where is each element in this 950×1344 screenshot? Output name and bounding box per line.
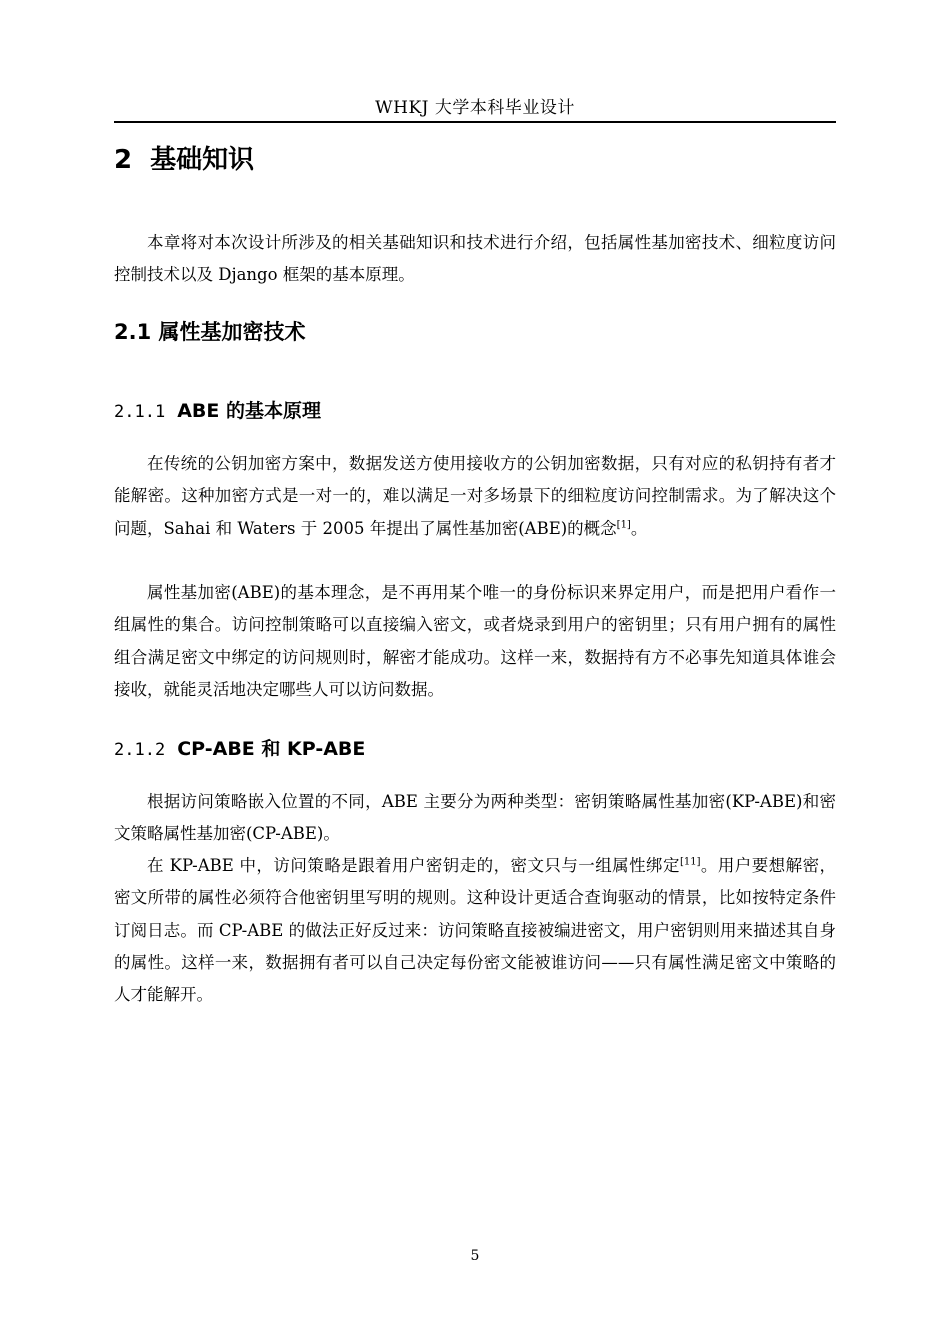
paragraph-text-b: 。用户要想解密，密文所带的属性必须符合他密钥里写明的规则。这种设计更适合查询驱动的情景，比如按特定条件订阅日志。而 CP-ABE 的做法正好反过来：访问策略直接被编进密文，用户密钥则用来描述其自身的属性。这样一来，数据拥有者可以自己决定每份密文能被谁访问——只有属性满足密文中策略的人才能解开。	[114, 856, 837, 1005]
chapter-title	[114, 143, 254, 177]
citation-ref: [1]	[616, 519, 631, 531]
subsection-title-2-1-2	[114, 735, 365, 764]
subsection-title-text: CP-ABE 和 KP-ABE	[177, 738, 366, 760]
citation-ref: [11]	[679, 856, 701, 868]
subsection-number: 2.1.2	[114, 740, 166, 760]
paragraph-cp-kp-1: 根据访问策略嵌入位置的不同，ABE 主要分为两种类型：密钥策略属性基加密(KP-ABE)和密文策略属性基加密(CP-ABE)。	[114, 792, 836, 844]
paragraph-abe-principle-2: 属性基加密(ABE)的基本理念，是不再用某个唯一的身份标识来界定用户，而是把用户看作一组属性的集合。访问控制策略可以直接编入密文，或者烧录到用户的密钥里；只有用户拥有的属性组合满足密文中绑定的访问规则时，解密才能成功。这样一来，数据持有方不必事先知道具体谁会接收，就能灵活地决定哪些人可以访问数据。	[114, 583, 836, 699]
page-number: 5	[470, 1248, 480, 1264]
header-rule	[114, 121, 836, 123]
subsection-title-2-1-1	[114, 397, 321, 426]
chapter-title-text: 基础知识	[150, 145, 255, 175]
paragraph-cp-kp-2	[114, 850, 836, 1011]
paragraph-text: 在传统的公钥加密方案中，数据发送方使用接收方的公钥加密数据，只有对应的私钥持有者才能解密。这种加密方式是一对一的，难以满足一对多场景下的细粒度访问控制需求。为了解决这个问题，Sahai 和 Waters 于 2005 年提出了属性基加密(ABE)的概念	[114, 454, 836, 538]
subsection-number: 2.1.1	[114, 402, 166, 422]
paragraph-abe-principle-1	[114, 448, 836, 545]
paragraph-end: 。	[630, 518, 648, 538]
intro-paragraph: 本章将对本次设计所涉及的相关基础知识和技术进行介绍，包括属性基加密技术、细粒度访问控制技术以及 Django 框架的基本原理。	[114, 233, 836, 285]
section-title-2-1: 2.1 属性基加密技术	[114, 320, 306, 344]
chapter-number: 2	[114, 145, 133, 175]
subsection-title-text: ABE 的基本原理	[177, 400, 321, 422]
running-header: WHKJ 大学本科毕业设计	[375, 98, 575, 118]
paragraph-text-a: 在 KP-ABE 中，访问策略是跟着用户密钥走的，密文只与一组属性绑定	[147, 856, 680, 875]
